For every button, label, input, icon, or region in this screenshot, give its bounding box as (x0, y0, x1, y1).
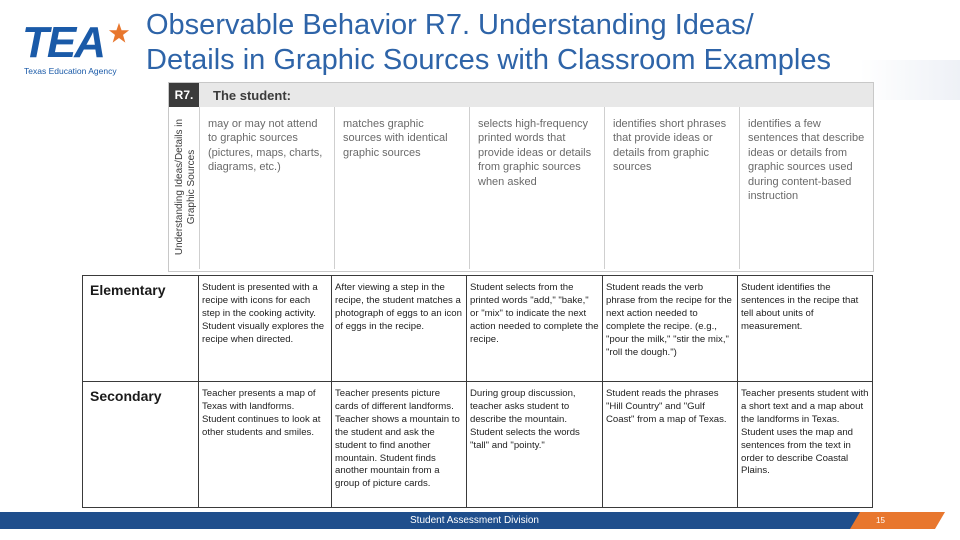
side-label-text: Understanding Ideas/Details in Graphic Sources (174, 118, 197, 256)
table-row-elementary (83, 276, 873, 382)
tea-logo (22, 20, 132, 78)
rubric-header (169, 83, 873, 107)
rubric-level-4 (604, 107, 739, 269)
star-icon (108, 22, 130, 44)
rubric-level-1 (199, 107, 334, 269)
rubric-level-text: selects high-frequency printed words that provide ideas or details from graphic sources when asked (478, 118, 592, 188)
table-cell: During group discussion, teacher asks student to describe the mountain. Student selects the words "tall" and "pointy." (467, 382, 603, 508)
table-cell: Student identifies the sentences in the recipe that tell about units of measurement. (738, 276, 873, 382)
rubric-level-5 (739, 107, 873, 269)
table-cell: After viewing a step in the recipe, the student matches a photograph of eggs to an icon of eggs in the recipe. (332, 276, 467, 382)
rubric-level-3 (469, 107, 604, 269)
table-cell: Teacher presents picture cards of different landforms. Teacher shows a mountain to the student and ask the student to find another mountain. Student finds another mountain from a group of picture cards. (332, 382, 467, 508)
rubric-level-text: matches graphic sources with identical graphic sources (343, 118, 448, 159)
page-number: 15 (876, 516, 885, 525)
table-cell: Teacher presents student with a short text and a map about the landforms in Texas. Student uses the map and sentences from the text in order to describe Coastal Plains. (738, 382, 873, 508)
rubric-code: R7. (169, 83, 199, 107)
header-gradient (860, 60, 960, 100)
row-label-secondary: Secondary (83, 382, 199, 508)
footer-label: Student Assessment Division (410, 515, 539, 526)
examples-table (82, 275, 873, 508)
rubric-level-text: may or may not attend to graphic sources (pictures, maps, charts, diagrams, etc.) (208, 118, 323, 174)
row-label-elementary: Elementary (83, 276, 199, 382)
table-cell: Student is presented with a recipe with icons for each step in the cooking activity. Student visually explores the recipe when directed. (199, 276, 332, 382)
logo-subtext: Texas Education Agency (24, 66, 117, 76)
rubric-level-text: identifies a few sentences that describe ideas or details from graphic sources used during content-based instruction (748, 118, 865, 203)
table-row-secondary (83, 382, 873, 508)
page-title (146, 8, 831, 78)
logo-mark: TEA (22, 18, 104, 67)
table-cell: Student reads the phrases "Hill Country" and "Gulf Coast" from a map of Texas. (603, 382, 738, 508)
table-cell: Student reads the verb phrase from the recipe for the next action needed to complete the recipe. (e.g., "pour the milk," "stir the mix," "roll the dough.") (603, 276, 738, 382)
rubric-figure (168, 82, 874, 272)
rubric-side-label (171, 113, 197, 263)
table-cell: Student selects from the printed words "add," "bake," or "mix" to indicate the next action needed to complete the recipe. (467, 276, 603, 382)
rubric-heading: The student: (213, 88, 291, 103)
rubric-level-text: identifies short phrases that provide ideas or details from graphic sources (613, 118, 727, 174)
title-line-2: Details in Graphic Sources with Classroom Examples (146, 44, 831, 76)
table-cell: Teacher presents a map of Texas with landforms. Student continues to look at other students and smiles. (199, 382, 332, 508)
title-line-1: Observable Behavior R7. Understanding Ideas/ (146, 9, 754, 41)
rubric-level-2 (334, 107, 469, 269)
